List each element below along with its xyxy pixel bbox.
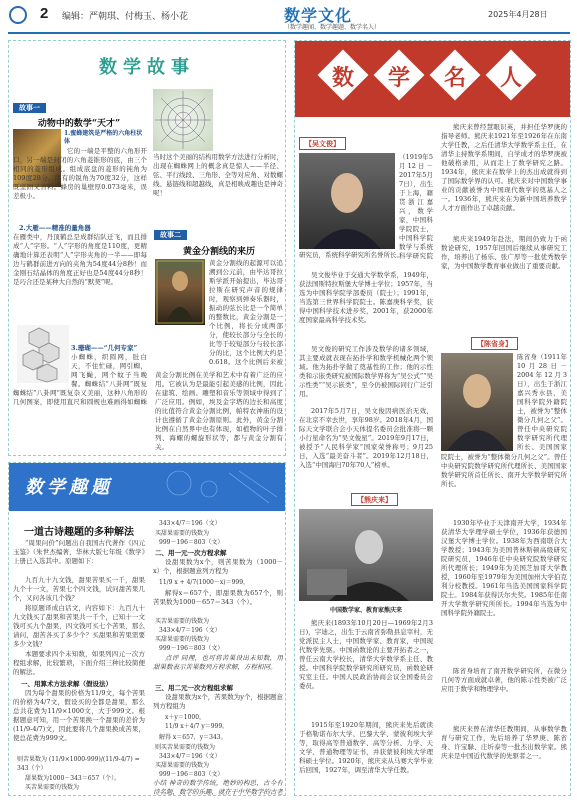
story2-title: 黄金分割线的来历 xyxy=(182,247,255,257)
puzzle-poem: 九百九十九文钱，甜果苦果买一千，甜果九个十一文，苦果七个四文钱，试问甜苦果几个，又问各该几个钱？ xyxy=(13,576,145,602)
puzzle-para-1: “周果问价”问题出自我国古代著作《四元玉鉴》（朱世杰编著，华林大版七年级《数学》上册已入选其中。原题如下： xyxy=(13,539,145,565)
method3-buy-1: 则买苦果需要的钱数为 xyxy=(155,744,216,751)
method2-buy-1: 买苦果需要的钱数为 xyxy=(155,618,210,625)
method3-para: 设甜果数为x个，苦果数为y个，根据题意列方程组为 xyxy=(153,693,283,710)
xiong-para-1: 熊庆来(1893年10月20日—1969年2月3日)，字迪之，出生于云南省弥勒县息宰村，无党派民主人士，中国数学家、教育家，中国现代数学先驱。中国函数论的主要开拓者之一，曾任云南大学校长，清华大学数学系主任、教授。中国科学院数学研究所研究员，函数论研究室主任。中国人民政治协商会议全国委员会委员。 xyxy=(299,619,433,690)
method3-heading: 三、用二元一次方程组求解 xyxy=(155,684,233,692)
puzzle-para-3: 本题要求四个未知数，如果列四元一次方程组求解，比较繁琐，下面介绍三种比较简便的解法。 xyxy=(13,650,145,676)
banner-char-3: 名 xyxy=(443,65,466,91)
story1-para-2: 在雁类中，丹顶鹤总是成群结队迁飞，而且排成“人”字形。“人”字形的角度是110度，更精确地计算还表明“人”字形夹角的一半——即每边与鹤群前进方向的夹角为54度44分8秒！而金刚石结晶体的角度正好也是54度44分8秒！是巧合还是某种大自然的“默契”呢。 xyxy=(13,233,147,286)
math-puzzle-section xyxy=(8,462,286,796)
page-header xyxy=(0,0,577,34)
wu-name-box: 【吴文俊】 xyxy=(299,137,346,150)
xiong-photo-caption: 中国数学家、教育家熊庆来 xyxy=(329,607,402,614)
issue-date: 2025年4月28日 xyxy=(488,10,548,19)
wu-para-3: 吴文俊的研究工作涉及数学的诸多领域，其主要成就表现在拓扑学和数学机械化两个领域。他为拓扑学做了奠基性的工作；他的示性类和示嵌类研究被国际数学界称为“吴公式”“吴示性类”“吴示嵌类”，至今仍被国际同行广泛引用。 xyxy=(299,345,433,398)
crystal-structure-image xyxy=(17,325,69,383)
xiong-para-3: 熊庆来曾在清华任教期间，从事数学教育与研究工作，先后培养了华罗庚、陈省身、许宝騄、庄圻泰等一批杰出数学家。熊庆来是中国近代数学的先驱者之一。 xyxy=(441,725,567,760)
wu-para-4: 2017年5月7日，吴文俊因病医治无效，在北京不幸去世，享年98岁。2018年4月，国际天文学联合会小天体提名委员会批准将一颗小行星命名为“吴文俊星”。2019年9月17日，被授予“人民科学家”国家荣誉称号；9月25日，入选“最美奋斗者”。2019年12月18日，入选“中国海归70年70人”榜单。 xyxy=(299,407,433,469)
method2-buy-1-value: 343×4/7＝196（文） xyxy=(159,627,221,634)
hua-para-cont: 熊庆来1949年赴法，期间仍致力于函数论研究，1957年回国后继续从事研究工作，培养出了杨乐、张广厚等一批优秀数学家，为中国数学教育事业做出了重要贡献。 xyxy=(441,235,567,270)
header-rule xyxy=(8,32,570,34)
puzzle-para-2: 将原题译成白话文，内容如下：九百九十九文钱买了甜果和苦果共一千个，已知十一文钱可买九个甜果，四文钱可买七个苦果，那么请问，甜苦各买了多少个？买甜果和苦果需要多少文钱？ xyxy=(13,604,145,648)
xiong-para-2: 1915年至1920年期间，熊庆来先后就读于格勒诺布尔大学、巴黎大学、蒙彼利埃大学等，取得高等普通数学、高等分析、力学、天文学、普通物理等证书，并获蒙彼利埃大学理科硕士学位。1920年，熊庆来从马赛大学毕业后回国，1927年，调至清华大学任教。 xyxy=(299,721,433,774)
col2-line-3: 999－196＝803（文） xyxy=(159,539,224,546)
xiong-name-box: 【熊庆来】 xyxy=(351,493,398,506)
method1-result-2: 买苦果需要的钱数为 xyxy=(25,784,80,791)
method1-heading: 一、用算术方法求解（假设法） xyxy=(21,680,112,688)
page-number: 2 xyxy=(40,5,49,22)
chen-name-box: 【陈省身】 xyxy=(471,337,518,350)
method3-eq-1: x＋y＝1000， xyxy=(165,714,206,721)
method1-equation: 则苦果数为 (11/9×1000-999)/(11/9-4/7) = 343（个） xyxy=(17,756,140,772)
school-logo-icon xyxy=(9,6,27,24)
column-brand-subtitle: （数学趣闻、数学趣题、数学名人） xyxy=(284,24,381,31)
method3-buy-1-value: 343×4/7＝196（文） xyxy=(159,753,221,760)
puzzle-banner-title: 数学趣题 xyxy=(25,477,113,498)
col2-line-1: 343×4/7＝196（文） xyxy=(159,520,221,527)
method2-solution: 解得x＝657个，即甜果数为657个，则苦果数为1000－657＝343（个）。 xyxy=(153,589,283,606)
banner-char-1: 数 xyxy=(331,65,354,91)
column-brand: 数学文化 xyxy=(284,6,353,25)
xiong-qinglai-photo xyxy=(299,509,433,601)
story-tag-1: 故事一 xyxy=(13,103,46,113)
spider-web-image xyxy=(153,89,213,151)
story2-para-1: 黄金分割线的起源可以追溯到公元前，由毕达哥拉斯学派开始提出，毕达哥拉斯在研究声音的规律时，观察到弹奏乐器时，振动的弦长比是一个简单的整数比，黄金分割是一个比例，将长分成两部分，使较长部分与全长的比等于较短部分与较长部分的比，这个比例大约是0.618。这个比例后来被 xyxy=(209,259,283,366)
chen-para-3: 陈省身培育了南开数学研究所，在微分几何等方面成就卓著，他的陈示性类被广泛应用于数学和物理学中。 xyxy=(441,667,567,693)
method2-buy-2: 买甜果需要的钱数为 xyxy=(155,636,210,643)
story1-subhead-1: 1.蜜蜂建筑是严格的六角柱状体 xyxy=(64,130,143,145)
method1-result-1: 甜果数为1000－343＝657（个）。 xyxy=(25,775,121,782)
math-stories-section xyxy=(8,40,286,456)
puzzle-article-title: 一道古诗趣题的多种解法 xyxy=(24,527,134,538)
story2-para-2: 黄金分割比例在美学和艺术中有着广泛的应用。它被认为是最能引起美感的比例，因此在建筑、绘画、雕塑和音乐等领域中得到了广泛应用。例如，埃及金字塔的边长和高度的比值符合黄金分割比例，帕特农神庙的设计也遵循了黄金分割原则。此外，黄金分割比例在自然界中也有体现，如植物的叶子排列、海螺的螺旋形状等，都与黄金分割有关。 xyxy=(155,371,283,451)
wu-para-1: （1919年5月12日－2017年5月7日），出生于上海，籍贯浙江嘉兴，数学家，中国科学院院士，中国科学院数学与系统科学研究院 xyxy=(399,153,433,260)
story1-para-4: 当时这个美丽的结构用数学方法进行分析时，出现在蜘蛛网上的概念真是惊人——半径、弦、平行线段、三角形、全等对应角、对数螺线、悬链线和超越线，真是相映成趣也是神奇呢！ xyxy=(153,153,283,197)
chen-para-1b: 院院士，被誉为“整体微分几何之父”。曾任中央研究院数学研究所代理所长、美国国家数学研究所首任所长、南开大学数学研究所所长。 xyxy=(441,453,567,488)
famous-banner xyxy=(295,41,570,117)
banner-pattern-icon xyxy=(9,463,285,511)
wu-para-1b: 研究员，系统科学研究所名誉所长。 xyxy=(299,251,403,259)
story1-para-1: 它的一端是平整的六角形开口，另一端是封闭的六角菱锥形的底，由三个相同的菱形组成。组成底盘的菱形的钝角为109度28分，所有的锐角为70度32分，这样既坚固又省料。蜂房的巢壁厚0.073毫米，误差极小。 xyxy=(13,147,147,200)
mona-lisa-image xyxy=(155,259,205,325)
wu-para-2: 吴文俊毕业于交通大学数学系，1949年，获法国斯特拉斯堡大学博士学位；1957年，当选为中国科学院学部委员（院士）；1991年，当选第三世界科学院院士。陈嘉庚科学奖，获得中国科学技术进步奖，2001年，获2000年度国家最高科学技术奖。 xyxy=(299,271,433,324)
chen-shengshen-photo xyxy=(441,353,513,451)
wu-wenjun-photo xyxy=(299,153,395,249)
story1-subhead-2: 2.大雁——精准的量角器 xyxy=(19,224,91,232)
banner-char-4: 人 xyxy=(499,65,522,91)
puzzle-banner xyxy=(9,463,285,511)
method3-buy-2-value: 999－196＝803（文） xyxy=(159,771,224,778)
story1-subhead-3: 3.珊瑚——“几何专家” xyxy=(71,344,138,352)
method2-note: 点评 同理，也可将苦果设出未知数，用甜果数表示苦果数列方程求解，方程相同。 xyxy=(153,654,283,671)
famous-mathematicians-section xyxy=(294,40,571,796)
chen-para-2: 1930年毕业于天津南开大学，1934年获清华大学理学硕士学位，1936年获德国汉堡大学博士学位。1938年为西南联合大学教授；1943年为美国普林斯顿高级研究院研究员，1946年任中央研究院数学研究所代理所长；1949年为美国芝加哥大学教授，1960年至1979年为美国加州大学伯克利分校教授。1961年当选美国国家科学院院士。1984年获得沃尔夫奖。1985年任南开大学数学研究所所长。1994年当选为中国科学院外籍院士。 xyxy=(441,519,567,617)
story-tag-2: 故事二 xyxy=(154,230,187,240)
method1-para: 因为每个甜果的价格为11/9文，每个苦果的价格为4/7文，假设买的全都是甜果，那么总共花费为11/9×1000文，大于999文。根据题意可知，用一个苦果换一个甜果的差价为(11/9-4/7)文，因此要将几个甜果换成苦果，使总花费为999文。 xyxy=(13,689,145,742)
banner-char-2: 学 xyxy=(387,65,410,91)
editors-line: 编辑：严朝琪、付梅玉、杨小花 xyxy=(62,12,189,22)
method2-para: 设甜果数为x个，则苦果数为（1000－x）个，根据题意列方程为 xyxy=(153,558,283,575)
method3-buy-2: 买甜果需要的钱数为 xyxy=(155,762,210,769)
section-title: 数学故事 xyxy=(99,57,195,78)
method2-equation: 11/9 x + 4/7(1000－x)＝999， xyxy=(159,579,250,586)
method3-solution: 解得 x＝657，y＝343。 xyxy=(159,734,227,741)
chen-para-1: 陈省身（1911年10月28日－2004年12月3日），出生于浙江嘉兴秀水县，美国科学院外籍院士，被誉为“整体微分几何之父”。曾任中央研究院数学研究所代理所长、美国国家 xyxy=(517,353,567,451)
puzzle-summary: 小结 神奇的数学传统，绝妙的构思，古今有诗名题，数学的乐趣，就在于中华数学的古老 xyxy=(153,779,283,795)
method2-heading: 二、用一元一次方程求解 xyxy=(155,549,227,557)
story1-para-3: 小蜘蛛，织圆网，肚白天，不住忙碌，网引蜘，网飞蝇，网个蚊子当晚餐。蜘蛛结“八卦网”既复 xyxy=(71,353,147,387)
story1-title: 动物中的数学“天才” xyxy=(37,119,121,129)
col2-line-2: 买甜果需要的钱数为 xyxy=(155,530,210,537)
hua-para-top: 熊庆来曾经慧眼识英，并担任华罗庚的指导老师。熊庆来1921年至1926年在东南大学任教，之后任清华大学数学系主任，在清华主持数学系期间，自学成才的华罗庚被他破格录用，从而走上了数学研究之路。1934年，熊庆来在数学上的杰出成就得到了国际数学界的认可。熊庆来对中国数学事业的贡献被誉为中国现代数学的奠基人之一。1936年，熊庆来在为新中国培养数学人才方面作出了卓越贡献。 xyxy=(441,123,567,212)
method3-eq-2: 11/9 x＋4/7 y＝999。 xyxy=(165,723,229,730)
story1-para-3b: 蜘蛛结“八卦网”既复杂又美丽，这种八角形的几何图案，即使用直尺和圆规也难画得如蜘蛛 xyxy=(13,389,147,406)
method2-buy-2-value: 999－196＝803（文） xyxy=(159,645,224,652)
